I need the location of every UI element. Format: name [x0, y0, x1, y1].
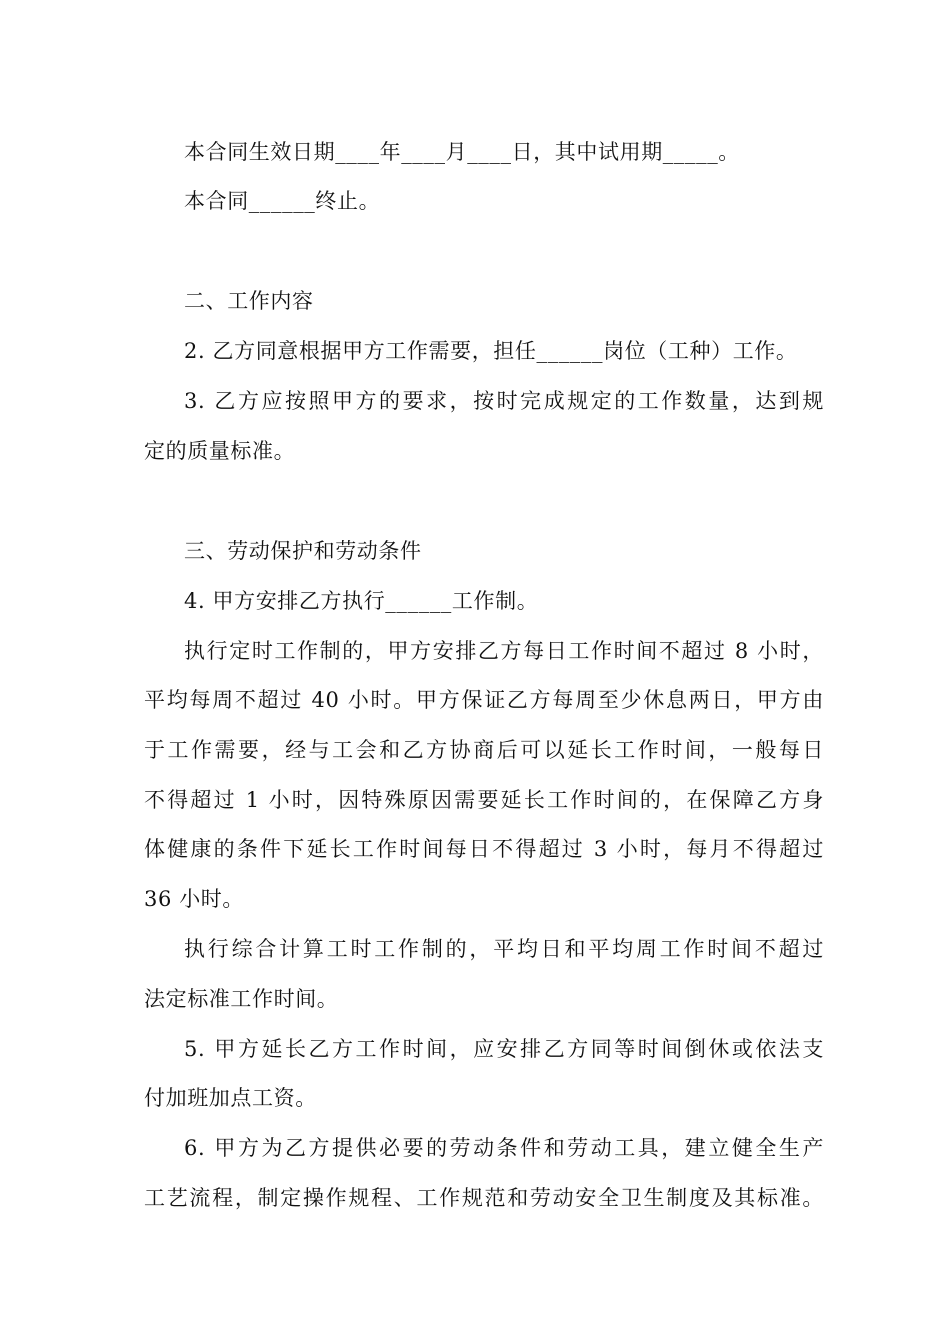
fixed-hours-line-2: 平均每周不超过 40 小时。甲方保证乙方每周至少休息两日，甲方由	[144, 688, 824, 712]
fixed-hours-line-5: 体健康的条件下延长工作时间每日不得超过 3 小时，每月不得超过	[144, 837, 824, 861]
clause-4: 4. 甲方安排乙方执行______工作制。	[184, 589, 539, 613]
comprehensive-hours-line-2: 法定标准工作时间。	[144, 987, 339, 1011]
termination-line: 本合同______终止。	[184, 189, 381, 213]
effective-date-line: 本合同生效日期____年____月____日，其中试用期_____。	[184, 140, 740, 164]
fixed-hours-line-1: 执行定时工作制的，甲方安排乙方每日工作时间不超过 8 小时，	[184, 639, 824, 663]
section-heading-labor-protection: 三、劳动保护和劳动条件	[184, 539, 422, 563]
comprehensive-hours-line-1: 执行综合计算工时工作制的，平均日和平均周工作时间不超过	[184, 937, 824, 961]
clause-5-line-1: 5. 甲方延长乙方工作时间，应安排乙方同等时间倒休或依法支	[184, 1037, 824, 1061]
fixed-hours-line-3: 于工作需要，经与工会和乙方协商后可以延长工作时间，一般每日	[144, 738, 824, 762]
clause-3-line-1: 3. 乙方应按照甲方的要求，按时完成规定的工作数量，达到规	[184, 389, 824, 413]
clause-6-line-1: 6. 甲方为乙方提供必要的劳动条件和劳动工具，建立健全生产	[184, 1136, 824, 1160]
clause-6-line-2: 工艺流程，制定操作规程、工作规范和劳动安全卫生制度及其标准。	[144, 1186, 824, 1210]
clause-2: 2. 乙方同意根据甲方工作需要，担任______岗位（工种）工作。	[184, 339, 798, 363]
fixed-hours-line-6: 36 小时。	[144, 887, 244, 911]
clause-3-line-2: 定的质量标准。	[144, 439, 296, 463]
clause-5-line-2: 付加班加点工资。	[144, 1086, 317, 1110]
section-heading-work-content: 二、工作内容	[184, 289, 314, 313]
fixed-hours-line-4: 不得超过 1 小时，因特殊原因需要延长工作时间的，在保障乙方身	[144, 788, 824, 812]
